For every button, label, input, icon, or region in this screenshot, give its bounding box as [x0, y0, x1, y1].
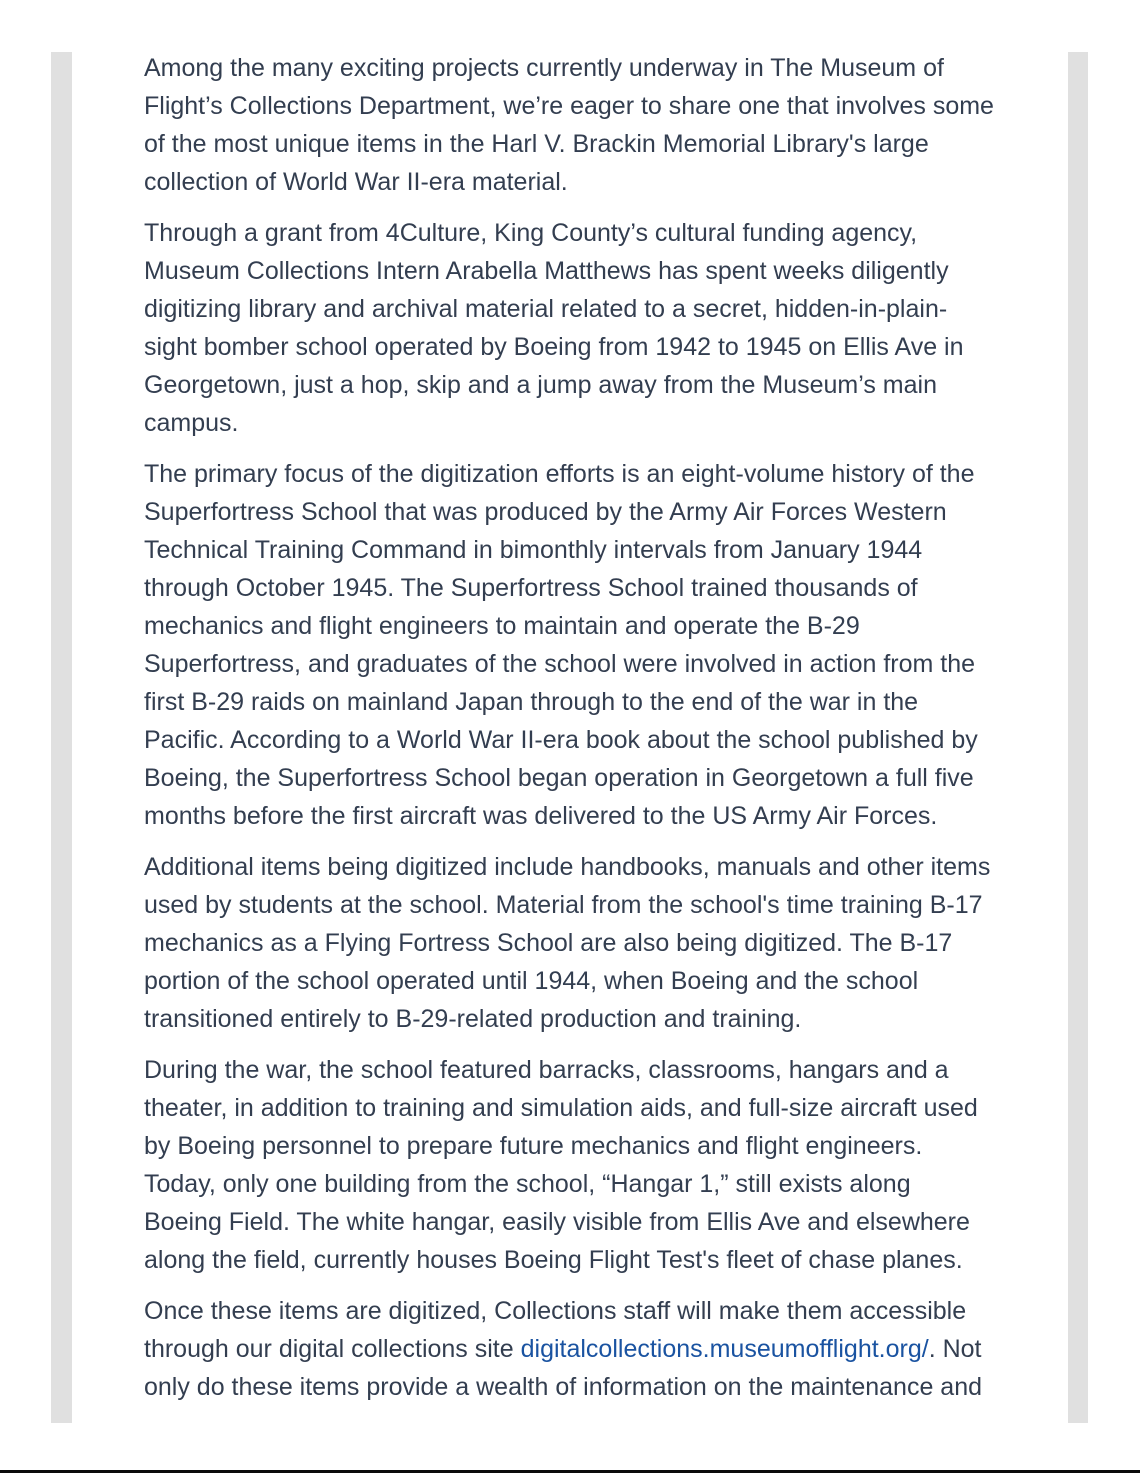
article-paragraph-4: Additional items being digitized include handbooks, manuals and other items used by students at the school. Material from the school's time training B-17 mechanics as a Flying Fortress School are also being digitized. The B-17 portion of the school operated until 1944, when Boeing and the school transitioned entirely to B-29-related production and training. [144, 853, 991, 1033]
paragraph-text-after-link: . Not only do these items provide a wealth of information on the maintenance and [144, 1335, 983, 1401]
article-paragraph-5: During the war, the school featured barracks, classrooms, hangars and a theater, in addition to training and simulation aids, and full-size aircraft used by Boeing personnel to prepare future mechanics and flight engineers. Today, only one building from the school, “Hangar 1,” still exists along Boeing Field. The white hangar, easily visible from Ellis Ave and elsewhere along the field, currently houses Boeing Flight Test's fleet of chase planes. [144, 1056, 978, 1274]
digital-collections-link[interactable]: digitalcollections.museumofflight.org/ [520, 1335, 929, 1363]
article-paragraph-3: The primary focus of the digitization efforts is an eight-volume history of the Superfortress School that was produced by the Army Air Forces Western Technical Training Command in bimonthly intervals from January 1944 through October 1945. The Superfortress School trained thousands of mechanics and flight engineers to maintain and operate the B-29 Superfortress, and graduates of the school were involved in action from the first B-29 raids on mainland Japan through to the end of the war in the Pacific. According to a World War II-era book about the school published by Boeing, the Superfortress School began operation in Georgetown a full five months before the first aircraft was delivered to the US Army Air Forces. [144, 460, 978, 830]
article-paragraph-6 [144, 1292, 994, 1406]
paragraph-text-before-link: Once these items are digitized, Collections staff will make them accessible through our digital collections site [144, 1297, 967, 1363]
article-body [144, 49, 994, 1419]
page-margin-strip-left [51, 52, 72, 1423]
bottom-divider [0, 1470, 1140, 1473]
article-paragraph-1: Among the many exciting projects currently underway in The Museum of Flight’s Collections Department, we’re eager to share one that involves some of the most unique items in the Harl V. Brackin Memorial Library's large collection of World War II-era material. [144, 54, 994, 196]
page-margin-strip-right [1068, 52, 1088, 1423]
article-paragraph-2: Through a grant from 4Culture, King County’s cultural funding agency, Museum Collections Intern Arabella Matthews has spent weeks diligently digitizing library and archival material related to a secret, hidden-in-plain-sight bomber school operated by Boeing from 1942 to 1945 on Ellis Ave in Georgetown, just a hop, skip and a jump away from the Museum’s main campus. [144, 219, 964, 437]
